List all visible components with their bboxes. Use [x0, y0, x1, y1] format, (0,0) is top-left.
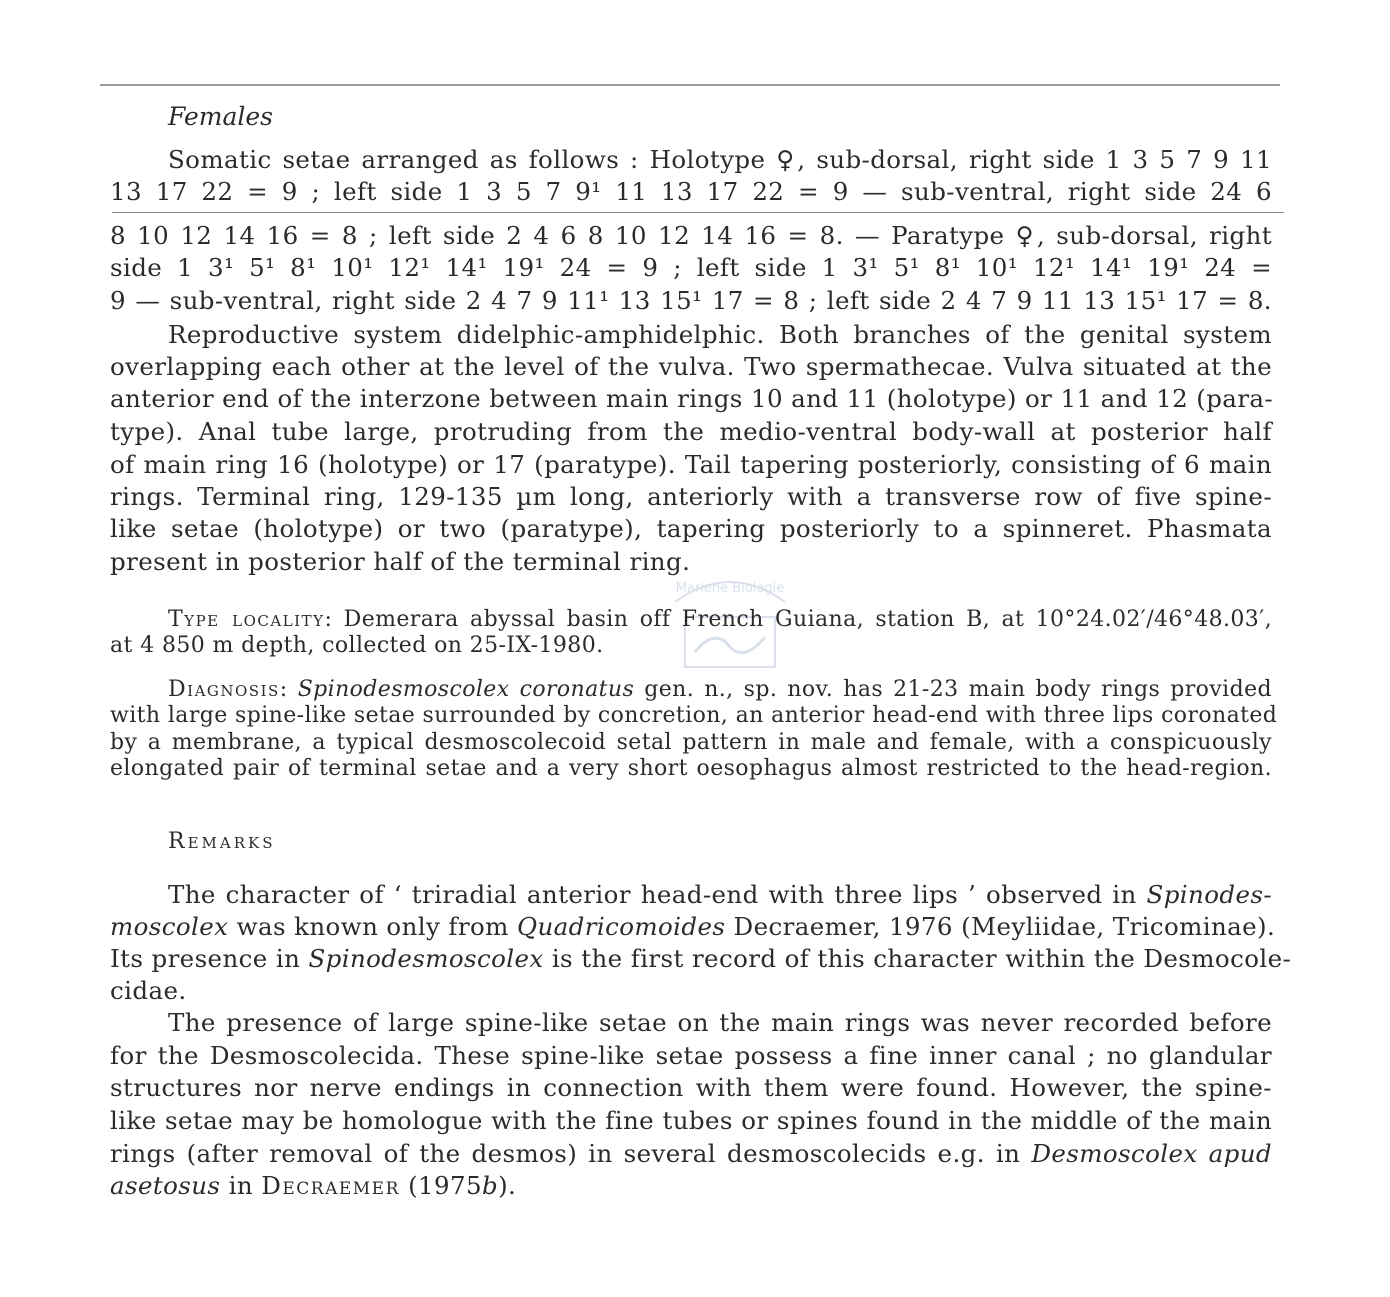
diagnosis-label: Diagnosis — [168, 677, 280, 702]
remarks-p2-line-6: asetosus in Decraemer (1975b). — [110, 1171, 517, 1200]
repro-line-2: overlapping each other at the level of the vulva. Two spermathecae. Vulva situated at the — [110, 352, 1272, 381]
remarks-p1-line-1: The character of ‘ triradial anterior head-end with three lips ’ observed in Spinodes- — [168, 880, 1272, 909]
repro-line-3: anterior end of the interzone between main rings 10 and 11 (holotype) or 11 and 12 (para- — [110, 384, 1274, 413]
diagnosis-line-1: Diagnosis: Spinodesmoscolex coronatus gen. n., sp. nov. has 21-23 main body rings provided — [168, 677, 1272, 702]
remarks-p1-line-3: Its presence in Spinodesmoscolex is the first record of this character within the Desmocole- — [110, 944, 1292, 973]
diagnosis-line-2: with large spine-like setae surrounded by concretion, an anterior head-end with three lips coronated — [110, 703, 1278, 728]
diagnosis-line-3: by a membrane, a typical desmoscolecoid setal pattern in male and female, with a conspicuously — [110, 730, 1272, 755]
remarks-p1-line-4: cidae. — [110, 976, 187, 1005]
species-name: Spinodesmoscolex coronatus — [297, 677, 635, 702]
setae-line-4: side 1 3¹ 5¹ 8¹ 10¹ 12¹ 14¹ 19¹ 24 = 9 ; left side 1 3¹ 5¹ 8¹ 10¹ 12¹ 14¹ 19¹ 24 = — [110, 253, 1272, 282]
type-locality-line-2: at 4 850 m depth, collected on 25-IX-1980. — [110, 633, 604, 658]
females-heading: Females — [168, 102, 274, 131]
type-locality-label: Type locality — [168, 607, 325, 632]
setae-line-3: 8 10 12 14 16 = 8 ; left side 2 4 6 8 10 12 14 16 = 8. — Paratype ♀, sub-dorsal, right — [110, 221, 1272, 250]
diagnosis-line-4: elongated pair of terminal setae and a very short oesophagus almost restricted to the head-region. — [110, 756, 1272, 781]
stamp-text: Mariene Biologie — [675, 581, 785, 596]
remarks-heading: Remarks — [168, 829, 276, 854]
remarks-p1-line-2: moscolex was known only from Quadricomoides Decraemer, 1976 (Meyliidae, Tricominae). — [110, 912, 1276, 941]
setae-line-5: 9 — sub-ventral, right side 2 4 7 9 11¹ 13 15¹ 17 = 8 ; left side 2 4 7 9 11 13 15¹ 17 = 8. — [110, 286, 1272, 315]
repro-line-5: of main ring 16 (holotype) or 17 (paratype). Tail tapering posteriorly, consisting of 6 main — [110, 450, 1272, 479]
author-citation: Decraemer — [261, 1171, 400, 1200]
type-locality-line-1: Type locality: Demerara abyssal basin off French Guiana, station B, at 10°24.02′/46°48.03′, — [168, 607, 1272, 632]
remarks-p2-line-1: The presence of large spine-like setae on the main rings was never recorded before — [168, 1008, 1272, 1037]
setae-line-1: Somatic setae arranged as follows : Holotype ♀, sub-dorsal, right side 1 3 5 7 9 11 — [168, 145, 1272, 174]
scan-fold-line — [112, 212, 1284, 213]
repro-line-4: type). Anal tube large, protruding from the medio-ventral body-wall at posterior half — [110, 417, 1272, 446]
remarks-p2-line-2: for the Desmoscolecida. These spine-like setae possess a fine inner canal ; no glandular — [110, 1041, 1272, 1070]
top-rule — [100, 84, 1280, 86]
setae-line-2: 13 17 22 = 9 ; left side 1 3 5 7 9¹ 11 13 17 22 = 9 — sub-ventral, right side 24 6 — [110, 177, 1272, 206]
repro-line-7: like setae (holotype) or two (paratype), tapering posteriorly to a spinneret. Phasmata — [110, 514, 1272, 543]
repro-line-1: Reproductive system didelphic-amphidelphic. Both branches of the genital system — [168, 320, 1272, 349]
remarks-p2-line-5: rings (after removal of the desmos) in several desmoscolecids e.g. in Desmoscolex apud — [110, 1139, 1272, 1168]
repro-line-8: present in posterior half of the terminal ring. — [110, 547, 691, 576]
repro-line-6: rings. Terminal ring, 129-135 µm long, anteriorly with a transverse row of five spine- — [110, 482, 1272, 511]
remarks-p2-line-3: structures nor nerve endings in connection with them were found. However, the spine- — [110, 1073, 1272, 1102]
remarks-p2-line-4: like setae may be homologue with the fine tubes or spines found in the middle of the main — [110, 1106, 1272, 1135]
